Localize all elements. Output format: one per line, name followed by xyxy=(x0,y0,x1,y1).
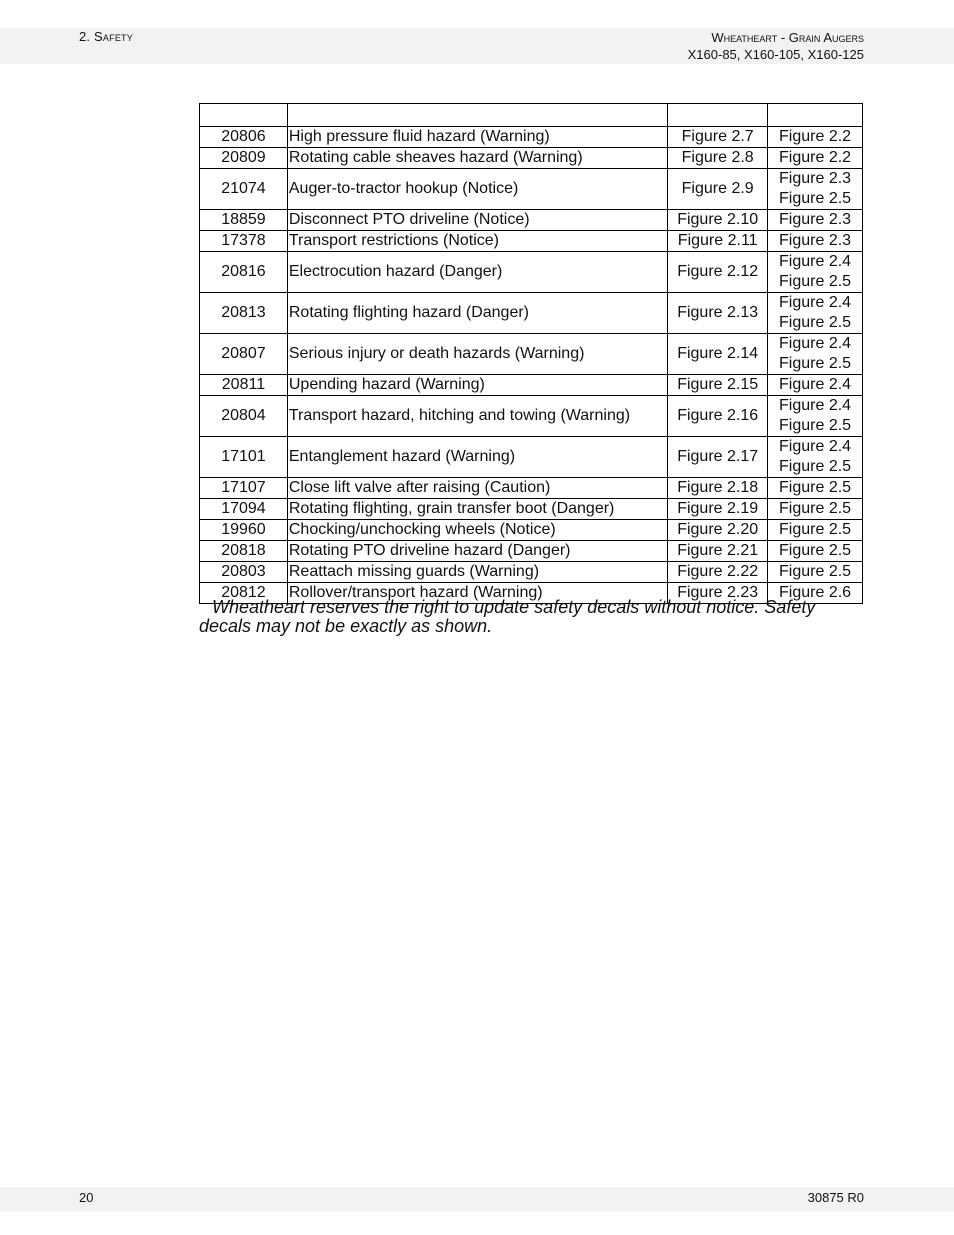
part-number-cell: 20806 xyxy=(200,127,288,148)
location-figure-ref: Figure 2.4 xyxy=(779,335,852,352)
location-figure-cell xyxy=(768,231,863,252)
location-figure-ref: Figure 2.5 xyxy=(779,563,852,580)
part-number-cell: 17094 xyxy=(200,499,288,520)
header-cell-location xyxy=(768,104,863,127)
part-number-cell: 21074 xyxy=(200,169,288,210)
part-number-cell: 20807 xyxy=(200,334,288,375)
location-figure-cell xyxy=(768,252,863,293)
description-cell: Serious injury or death hazards (Warning) xyxy=(287,334,667,375)
description-cell: Electrocution hazard (Danger) xyxy=(287,252,667,293)
table-row xyxy=(200,148,863,169)
part-number-cell: 20812 xyxy=(200,583,288,604)
description-cell: High pressure fluid hazard (Warning) xyxy=(287,127,667,148)
location-figure-ref: Figure 2.3 xyxy=(779,232,852,249)
header-cell-part xyxy=(200,104,288,127)
table-body xyxy=(200,127,863,604)
table-row xyxy=(200,541,863,562)
part-number-cell: 20811 xyxy=(200,375,288,396)
location-figure-ref: Figure 2.4 xyxy=(779,376,852,393)
model-list: X160-85, X160-105, X160-125 xyxy=(687,47,864,62)
table-row xyxy=(200,478,863,499)
part-number-cell: 20816 xyxy=(200,252,288,293)
document-title-block xyxy=(688,29,864,63)
table-row xyxy=(200,375,863,396)
table-row xyxy=(200,169,863,210)
part-number-cell: 20803 xyxy=(200,562,288,583)
decal-figure-cell: Figure 2.8 xyxy=(668,148,768,169)
location-figure-ref: Figure 2.5 xyxy=(779,458,852,475)
decal-figure-cell: Figure 2.20 xyxy=(668,520,768,541)
description-cell: Rotating flighting hazard (Danger) xyxy=(287,293,667,334)
location-figure-cell xyxy=(768,396,863,437)
location-figure-cell xyxy=(768,562,863,583)
location-figure-cell xyxy=(768,127,863,148)
part-number-cell: 17107 xyxy=(200,478,288,499)
safety-decal-table xyxy=(199,103,863,604)
location-figure-ref: Figure 2.4 xyxy=(779,438,852,455)
decal-figure-cell: Figure 2.22 xyxy=(668,562,768,583)
decal-figure-cell: Figure 2.7 xyxy=(668,127,768,148)
description-cell: Rotating cable sheaves hazard (Warning) xyxy=(287,148,667,169)
section-title: 2. Safety xyxy=(79,29,133,44)
description-cell: Rotating flighting, grain transfer boot (Danger) xyxy=(287,499,667,520)
location-figure-cell xyxy=(768,148,863,169)
table-row xyxy=(200,127,863,148)
part-number-cell: 20818 xyxy=(200,541,288,562)
table-row xyxy=(200,334,863,375)
decal-figure-cell: Figure 2.13 xyxy=(668,293,768,334)
location-figure-ref: Figure 2.5 xyxy=(779,542,852,559)
description-cell: Entanglement hazard (Warning) xyxy=(287,437,667,478)
location-figure-ref: Figure 2.5 xyxy=(779,314,852,331)
page-number: 20 xyxy=(79,1190,94,1205)
part-number-cell: 20804 xyxy=(200,396,288,437)
table-row xyxy=(200,437,863,478)
description-cell: Close lift valve after raising (Caution) xyxy=(287,478,667,499)
location-figure-ref: Figure 2.5 xyxy=(779,190,852,207)
description-cell: Upending hazard (Warning) xyxy=(287,375,667,396)
header-cell-figure xyxy=(668,104,768,127)
decal-figure-cell: Figure 2.23 xyxy=(668,583,768,604)
location-figure-cell xyxy=(768,375,863,396)
document-title: Wheatheart - Grain Augers xyxy=(711,30,864,45)
table-row xyxy=(200,252,863,293)
table-row xyxy=(200,520,863,541)
part-number-cell: 20813 xyxy=(200,293,288,334)
description-cell: Rollover/transport hazard (Warning) xyxy=(287,583,667,604)
location-figure-ref: Figure 2.3 xyxy=(779,211,852,228)
part-number-cell: 17101 xyxy=(200,437,288,478)
location-figure-cell xyxy=(768,293,863,334)
table-row xyxy=(200,499,863,520)
description-cell: Auger-to-tractor hookup (Notice) xyxy=(287,169,667,210)
decal-figure-cell: Figure 2.21 xyxy=(668,541,768,562)
location-figure-cell xyxy=(768,478,863,499)
decal-figure-cell: Figure 2.15 xyxy=(668,375,768,396)
description-cell: Transport hazard, hitching and towing (Warning) xyxy=(287,396,667,437)
location-figure-cell xyxy=(768,541,863,562)
decal-figure-cell: Figure 2.14 xyxy=(668,334,768,375)
decal-figure-cell: Figure 2.9 xyxy=(668,169,768,210)
location-figure-ref: Figure 2.6 xyxy=(779,584,852,601)
location-figure-ref: Figure 2.2 xyxy=(779,149,852,166)
part-number-cell: 20809 xyxy=(200,148,288,169)
location-figure-ref: Figure 2.5 xyxy=(779,417,852,434)
location-figure-cell xyxy=(768,437,863,478)
document-code: 30875 R0 xyxy=(807,1190,864,1205)
decal-disclaimer-note: Wheatheart reserves the right to update safety decals without notice. Safety decals may not be exactly as shown. xyxy=(199,597,816,636)
table-row xyxy=(200,562,863,583)
page-header xyxy=(0,28,954,64)
location-figure-ref: Figure 2.4 xyxy=(779,397,852,414)
table-header-row xyxy=(200,104,863,127)
description-cell: Rotating PTO driveline hazard (Danger) xyxy=(287,541,667,562)
location-figure-cell xyxy=(768,210,863,231)
description-cell: Reattach missing guards (Warning) xyxy=(287,562,667,583)
decal-figure-cell: Figure 2.17 xyxy=(668,437,768,478)
decal-figure-cell: Figure 2.18 xyxy=(668,478,768,499)
location-figure-ref: Figure 2.3 xyxy=(779,170,852,187)
location-figure-cell xyxy=(768,334,863,375)
location-figure-ref: Figure 2.5 xyxy=(779,521,852,538)
location-figure-ref: Figure 2.5 xyxy=(779,355,852,372)
location-figure-ref: Figure 2.4 xyxy=(779,253,852,270)
part-number-cell: 17378 xyxy=(200,231,288,252)
table-row xyxy=(200,396,863,437)
page-footer xyxy=(0,1187,954,1211)
part-number-cell: 19960 xyxy=(200,520,288,541)
table-row xyxy=(200,293,863,334)
location-figure-cell xyxy=(768,169,863,210)
decal-figure-cell: Figure 2.16 xyxy=(668,396,768,437)
decal-figure-cell: Figure 2.19 xyxy=(668,499,768,520)
description-cell: Transport restrictions (Notice) xyxy=(287,231,667,252)
decal-figure-cell: Figure 2.10 xyxy=(668,210,768,231)
decal-figure-cell: Figure 2.11 xyxy=(668,231,768,252)
location-figure-cell xyxy=(768,499,863,520)
decal-figure-cell: Figure 2.12 xyxy=(668,252,768,293)
table-row xyxy=(200,231,863,252)
description-cell: Chocking/unchocking wheels (Notice) xyxy=(287,520,667,541)
table-row xyxy=(200,210,863,231)
description-cell: Disconnect PTO driveline (Notice) xyxy=(287,210,667,231)
location-figure-cell xyxy=(768,520,863,541)
header-cell-description xyxy=(287,104,667,127)
location-figure-ref: Figure 2.5 xyxy=(779,500,852,517)
location-figure-ref: Figure 2.2 xyxy=(779,128,852,145)
location-figure-ref: Figure 2.4 xyxy=(779,294,852,311)
location-figure-ref: Figure 2.5 xyxy=(779,479,852,496)
location-figure-ref: Figure 2.5 xyxy=(779,273,852,290)
part-number-cell: 18859 xyxy=(200,210,288,231)
